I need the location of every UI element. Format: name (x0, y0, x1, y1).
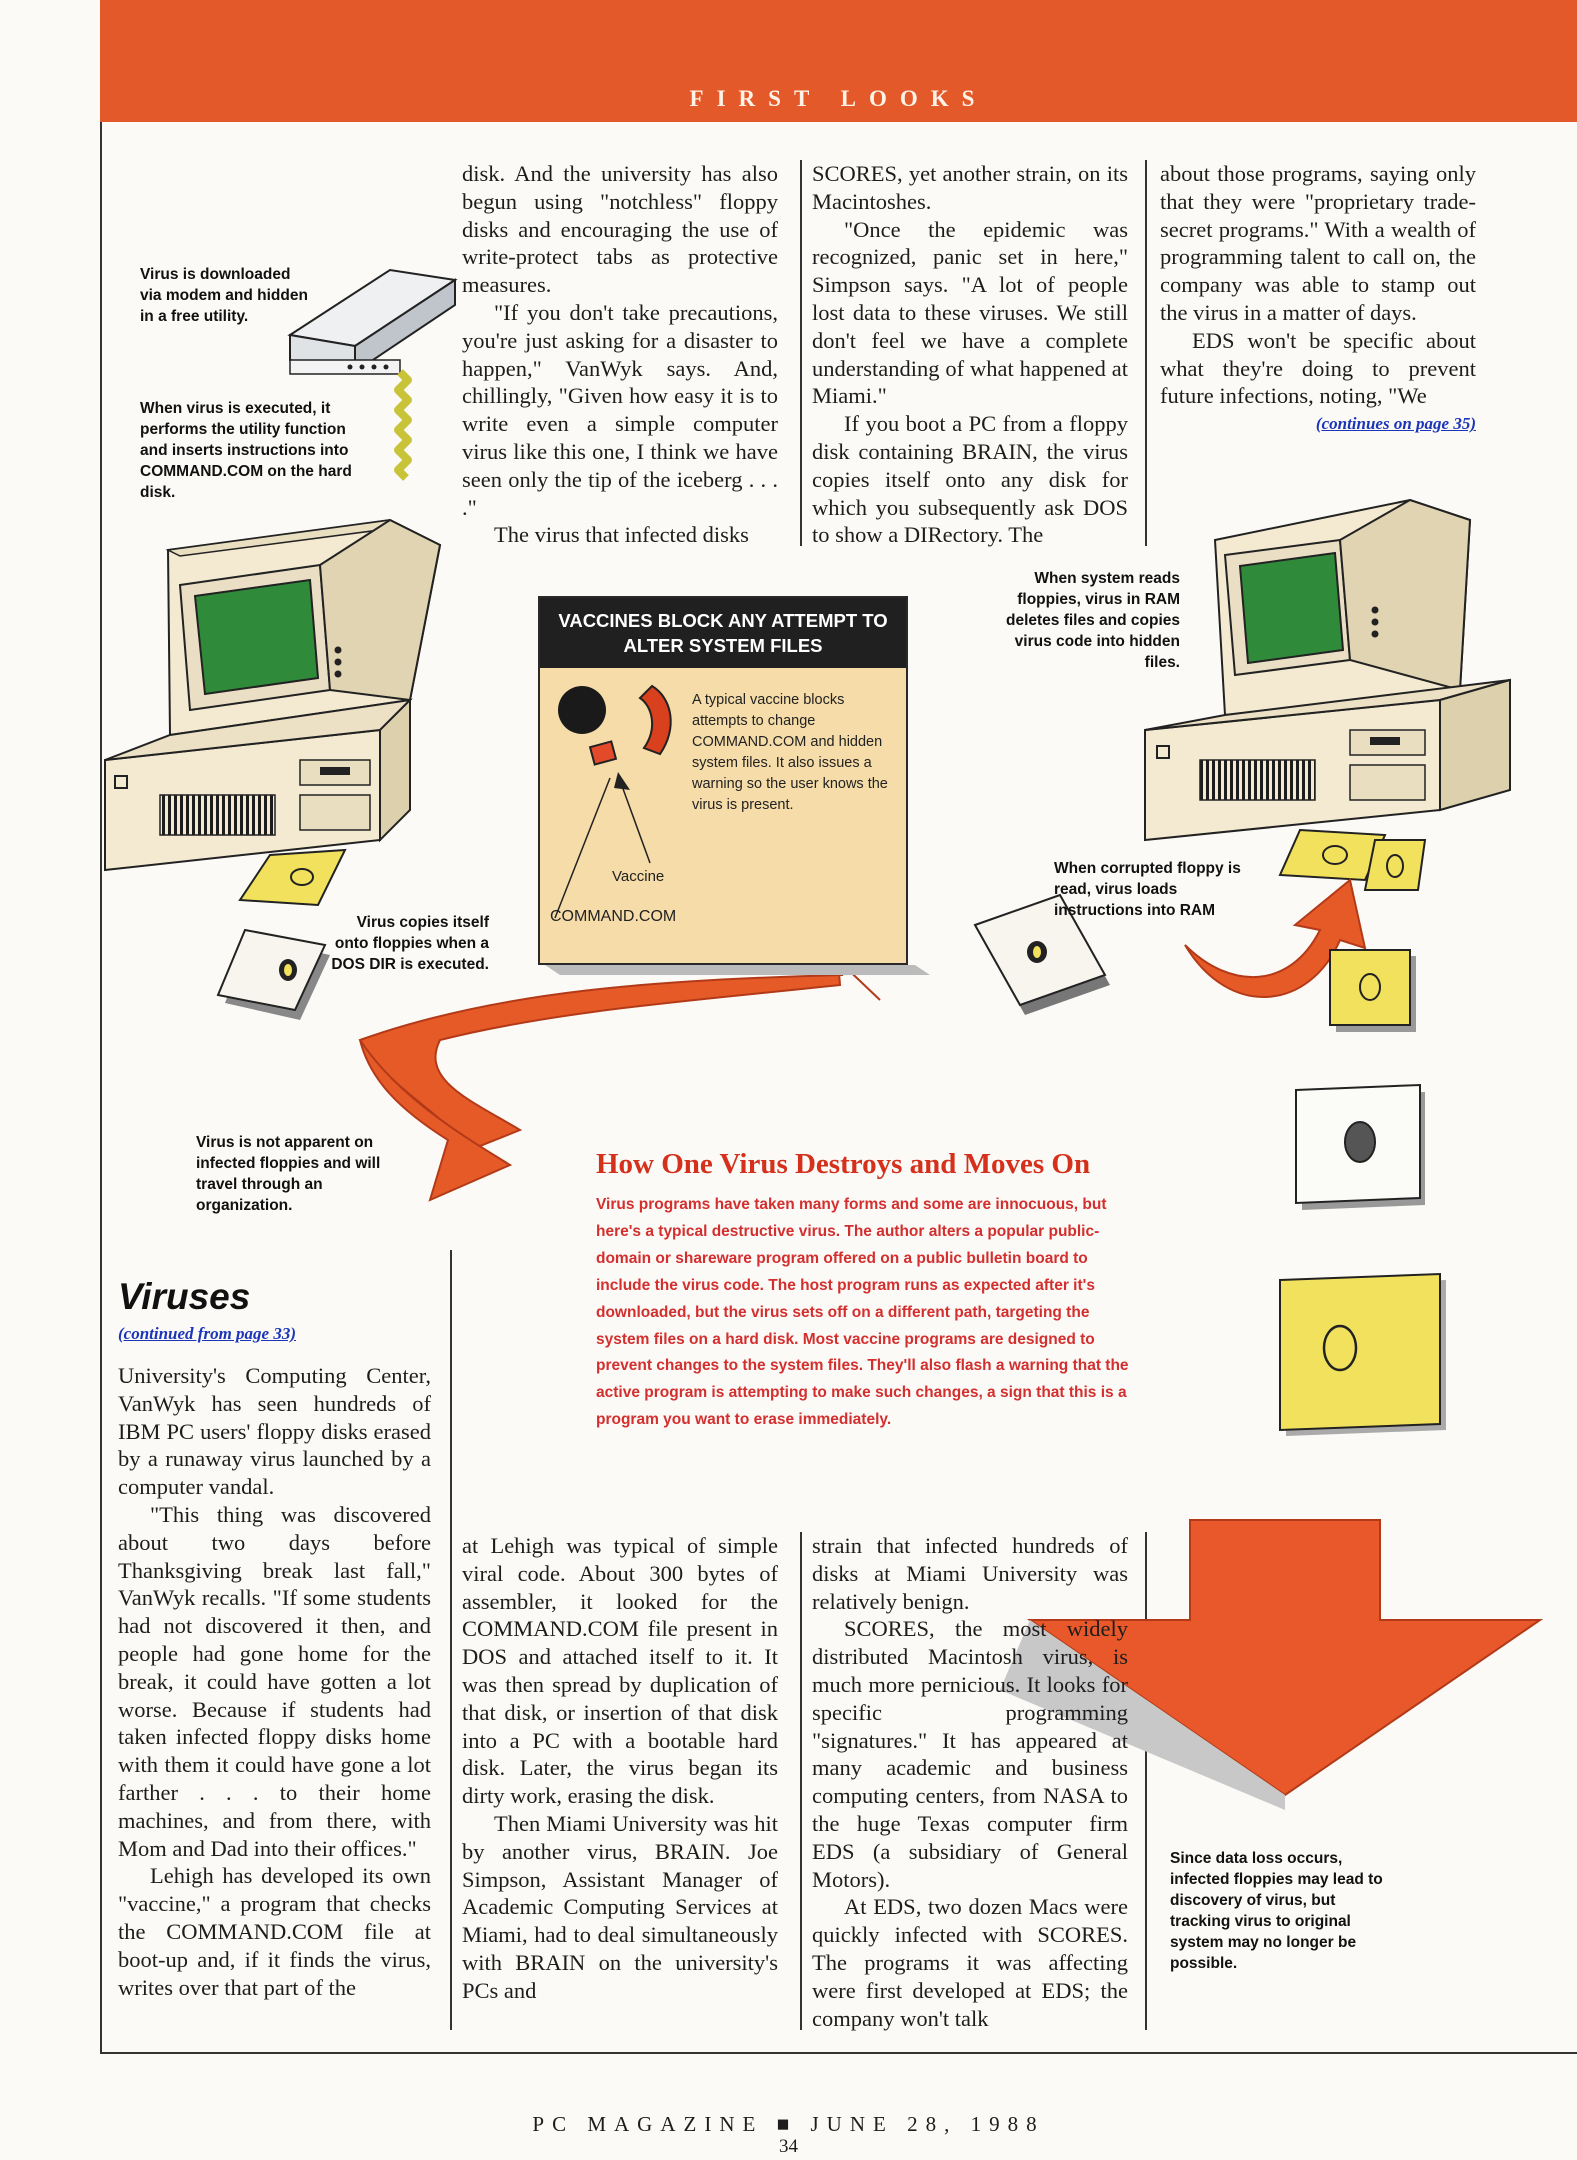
paragraph: SCORES, the most widely distributed Macintosh virus, is much more pernicious. It looks for specific programming "signatures." It has appeared at many academic and business computing centers, from NASA to the huge Texas computer firm EDS (a subsidiary of General Motors). (812, 1616, 1128, 1892)
paragraph: "This thing was discovered about two days before Thanksgiving break last fall," VanWyk recalls. "If some students had not discovered it then, and people had gone home for the break, it could have gotten a lot worse. Because if students had taken infected floppy disks home with them it could have gone a lot farther . . . to their home machines, and from there, with Mom and Dad into their offices." (118, 1501, 431, 1861)
article-column-bottom-2 (462, 1532, 778, 2005)
computer-left-icon (105, 520, 440, 870)
article-column-top-3 (1160, 160, 1476, 438)
paragraph: about those programs, saying only that they were "proprietary trade-secret programs." With a wealth of programming talent to call on, the company was able to stamp out the virus in a matter of days. (1160, 161, 1476, 325)
modem-cable (398, 372, 408, 478)
paragraph: at Lehigh was typical of simple viral code. About 300 bytes of assembler, it looked for the COMMAND.COM file present in DOS and attached itself to it. It was then spread by duplication of that disk, or insertion of that disk into a PC with a bootable hard disk. Later, the virus began its dirty work, erasing the disk. (462, 1533, 778, 1809)
label-not-apparent: Virus is not apparent on infected floppies and will travel through an organization. (196, 1134, 381, 1214)
paragraph: "Once the epidemic was recognized, panic set in here," Simpson says. "A lot of people lost data to these viruses. We still don't feel we have a complete understanding of what happened at Miami." (812, 216, 1128, 409)
article-column-bottom-3 (812, 1532, 1128, 2032)
paragraph: EDS won't be specific about what they're doing to prevent future infections, noting, "We (1160, 327, 1476, 409)
label-copies: Virus copies itself onto floppies when a DOS DIR is executed. (331, 914, 489, 973)
label-downloaded: Virus is downloaded via modem and hidden in a free utility. (140, 266, 308, 325)
floppy-disk-icon (240, 850, 345, 905)
modem-icon (290, 270, 455, 374)
paragraph: If you boot a PC from a floppy disk containing BRAIN, the virus copies itself onto any disk for which you subsequently ask DOS to show a DIRectory. The (812, 411, 1128, 548)
paragraph: At EDS, two dozen Macs were quickly infected with SCORES. The programs it was affecting were first developed at EDS; the company won't talk (812, 1894, 1128, 2031)
continued-from-link[interactable]: (continued from page 33) (118, 1324, 297, 1343)
graphic-caption-title: How One Virus Destroys and Moves On (596, 1148, 1091, 1180)
article-column-bottom-1 (118, 1362, 431, 2001)
paragraph: strain that infected hundreds of disks at Miami University was relatively benign. (812, 1533, 1128, 1614)
section-title: FIRST LOOKS (689, 86, 988, 111)
paragraph: Then Miami University was hit by another virus, BRAIN. Joe Simpson, Assistant Manager of Academic Computing Services at Miami, had to deal simultaneously with BRAIN on the university's PCs and (462, 1810, 778, 2003)
label-data-loss: Since data loss occurs, infected floppies may lead to discovery of virus, but tracking virus to original system may no longer be possible. (1170, 1850, 1383, 1972)
command-com-label: COMMAND.COM (550, 908, 677, 925)
page-number: 34 (779, 2136, 798, 2157)
floppy-disk-icon (1280, 1274, 1446, 1436)
paragraph: SCORES, yet another strain, on its Macintoshes. (812, 161, 1128, 214)
floppy-disk-icon (1296, 1085, 1425, 1210)
paragraph: "If you don't take precautions, you're just asking for a disaster to happen," VanWyk says. And, chillingly, "Given how easy it is to write even a simple computer virus like this one, I think we have seen only the tip of the iceberg . . . ." (462, 299, 778, 520)
article-title: Viruses (118, 1276, 251, 1317)
paragraph: Lehigh has developed its own "vaccine," a program that checks the COMMAND.COM file at boot-up and, if it finds the virus, writes over that part of the (118, 1863, 431, 2000)
label-system-reads: When system reads floppies, virus in RAM deletes files and copies virus code into hidden files. (1005, 570, 1180, 671)
label-corrupted: When corrupted floppy is read, virus loads instructions into RAM (1054, 860, 1241, 919)
floppy-disk-icon (1330, 950, 1416, 1032)
paragraph: disk. And the university has also begun using "notchless" floppy disks and encouraging the use of write-protect tabs as protective measures. (462, 161, 778, 298)
article-column-top-1 (462, 160, 778, 549)
paragraph: The virus that infected disks (494, 522, 749, 548)
paragraph: University's Computing Center, VanWyk has seen hundreds of IBM PC users' floppy disks erased by a runaway virus launched by a computer vandal. (118, 1363, 431, 1500)
label-executed: When virus is executed, it performs the utility function and inserts instructions into COMMAND.COM on the hard disk. (140, 400, 352, 501)
computer-right-icon (1145, 500, 1510, 840)
article-column-top-2 (812, 160, 1128, 549)
floppy-disk-icon (218, 930, 330, 1020)
vaccine-callout (538, 596, 908, 965)
floppy-disk-icon (1365, 840, 1425, 890)
vaccine-callout-title: VACCINES BLOCK ANY ATTEMPT TO ALTER SYSTEM FILES (540, 598, 906, 668)
vaccine-callout-text: A typical vaccine blocks attempts to change COMMAND.COM and hidden system files. It also issues a warning so the user knows the virus is present. (692, 692, 888, 813)
vaccine-label: Vaccine (612, 868, 665, 885)
footer-magazine-line: PC MAGAZINE ■ JUNE 28, 1988 (532, 2112, 1045, 2136)
graphic-caption-body: Virus programs have taken many forms and some are innocuous, but here's a typical destructive virus. The author alters a popular public-domain or shareware program offered on a public bulletin board to include the virus code. The host program runs as expected after it's downloaded, but the virus sets off on a different path, targeting the system files on a hard disk. Most vaccine programs are designed to prevent changes to the system files. They'll also flash a warning that the active program is attempting to make such changes, a sign that this is a program you want to erase immediately. (596, 1196, 1129, 1429)
continues-link[interactable]: (continues on page 35) (1315, 414, 1476, 434)
